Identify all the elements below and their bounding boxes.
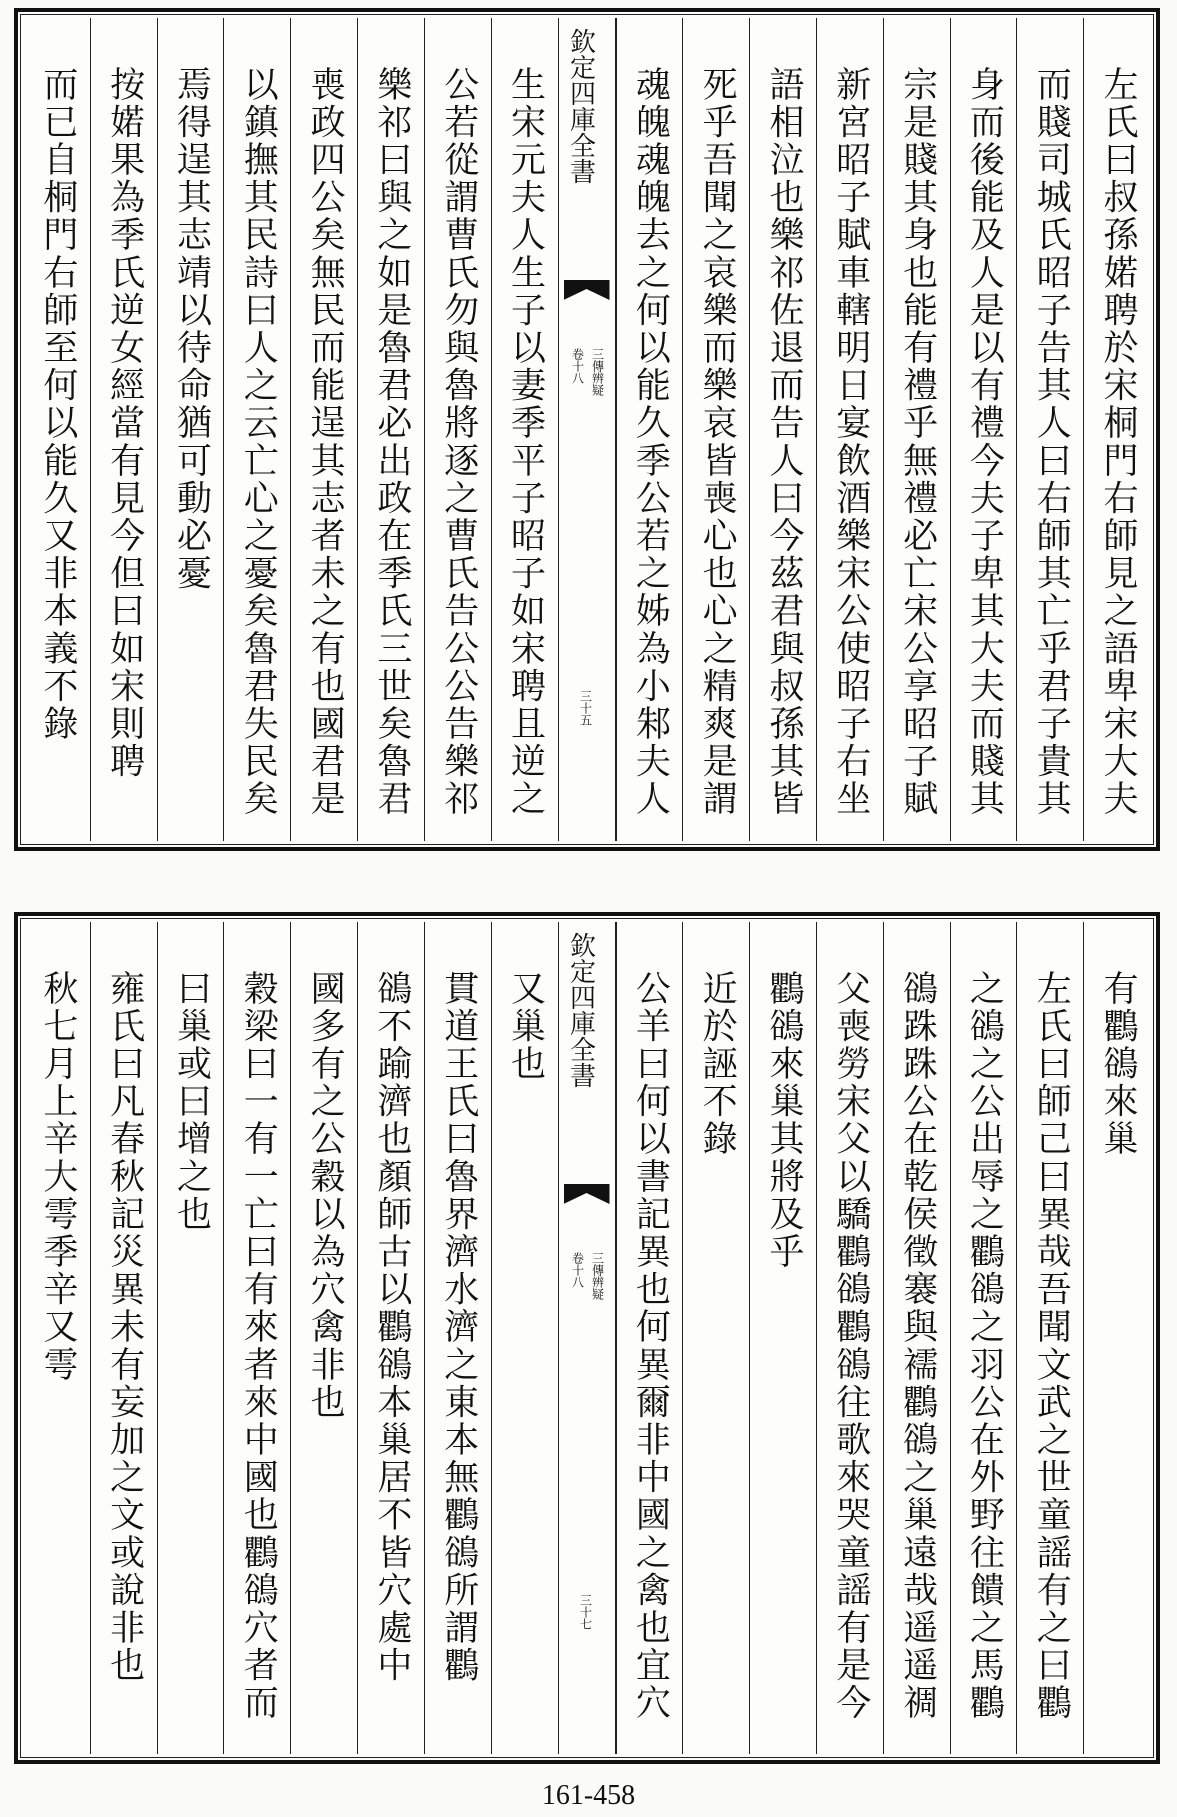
text-column: 公若從謂曹氏勿與魯將逐之曹氏告公公告樂祁: [424, 18, 491, 841]
text-column: 喪政四公矣無民而能逞其志者未之有也國君是: [290, 18, 357, 841]
bottom-page-columns: [24, 922, 1150, 1754]
text-column: 國多有之公穀以為穴禽非也: [290, 922, 357, 1754]
book-name: 三傳辨疑: [590, 1252, 605, 1300]
text-column: 之鵒之公出辱之鸜鵒之羽公在外野往饋之馬鸜: [950, 922, 1017, 1754]
text-column: 語相泣也樂祁佐退而告人曰今茲君與叔孫其皆: [749, 18, 816, 841]
fishtail-mark-icon: [564, 1184, 610, 1204]
text-column: 魂魄魂魄去之何以能久季公若之姊為小邾夫人: [616, 18, 683, 841]
text-column: 焉得逞其志靖以待命猶可動必憂: [157, 18, 224, 841]
text-column: 穀梁曰一有一亡曰有來者來中國也鸜鵒穴者而: [223, 922, 290, 1754]
text-column: 身而後能及人是以有禮今夫子卑其大夫而賤其: [950, 18, 1017, 841]
text-column: 有鸜鵒來巢: [1083, 922, 1150, 1754]
book-title: 欽定四庫全書: [565, 28, 596, 184]
text-column: 左氏曰叔孫婼聘於宋桐門右師見之語卑宋大夫: [1083, 18, 1150, 841]
juan-label: 卷十八: [570, 1252, 585, 1288]
top-page-columns: [24, 18, 1150, 841]
text-column: 鸜鵒來巢其將及乎: [749, 922, 816, 1754]
text-column: 而賤司城氏昭子告其人曰右師其亡乎君子貴其: [1016, 18, 1083, 841]
juan-label: 卷十八: [570, 348, 585, 384]
page-number: 161-458: [541, 1780, 636, 1811]
folio-number: 三十五: [578, 690, 593, 726]
text-column: 宗是賤其身也能有禮乎無禮必亡宋公享昭子賦: [883, 18, 950, 841]
text-column: 而已自桐門右師至何以能久又非本義不錄: [37, 66, 78, 743]
text-column: 秋七月上辛大雩季辛又雩: [37, 970, 78, 1384]
text-column: 貫道王氏曰魯界濟水濟之東本無鸜鵒所謂鸜: [424, 922, 491, 1754]
fishtail-mark-icon: [564, 280, 610, 300]
text-column: 雍氏曰凡春秋記災異未有妄加之文或說非也: [90, 922, 157, 1754]
text-column: 以鎮撫其民詩曰人之云亡心之憂矣魯君失民矣: [223, 18, 290, 841]
text-column: 樂祁曰與之如是魯君必出政在季氏三世矣魯君: [357, 18, 424, 841]
book-name: 三傳辨疑: [590, 348, 605, 396]
center-fold-column: [558, 922, 616, 1754]
text-column: 死乎吾聞之哀樂而樂哀皆喪心也心之精爽是謂: [682, 18, 749, 841]
text-column: 鵒跦跦公在乾侯徵褰與襦鸜鵒之巢遠哉遥遥禂: [883, 922, 950, 1754]
text-column: 左氏曰師己曰異哉吾聞文武之世童謡有之曰鸜: [1016, 922, 1083, 1754]
folio-number: 三十七: [578, 1594, 593, 1630]
book-title: 欽定四庫全書: [565, 932, 596, 1088]
text-column: 新宮昭子賦車轄明日宴飲酒樂宋公使昭子右坐: [816, 18, 883, 841]
center-fold-column: [558, 18, 616, 841]
text-column: 鵒不踰濟也顏師古以鸜鵒本巢居不皆穴處中: [357, 922, 424, 1754]
text-column: 父喪勞宋父以驕鸜鵒鸜鵒往歌來哭童謡有是今: [816, 922, 883, 1754]
text-column: 生宋元夫人生子以妻季平子昭子如宋聘且逆之: [491, 18, 558, 841]
text-column: 公羊曰何以書記異也何異爾非中國之禽也宜穴: [616, 922, 683, 1754]
text-column: 曰巢或曰增之也: [157, 922, 224, 1754]
text-column: 按婼果為季氏逆女經當有見今但曰如宋則聘: [90, 18, 157, 841]
top-page-frame: [14, 8, 1160, 851]
text-column: 又巢也: [491, 922, 558, 1754]
text-column: 近於誣不錄: [682, 922, 749, 1754]
bottom-page-frame: [14, 912, 1160, 1764]
